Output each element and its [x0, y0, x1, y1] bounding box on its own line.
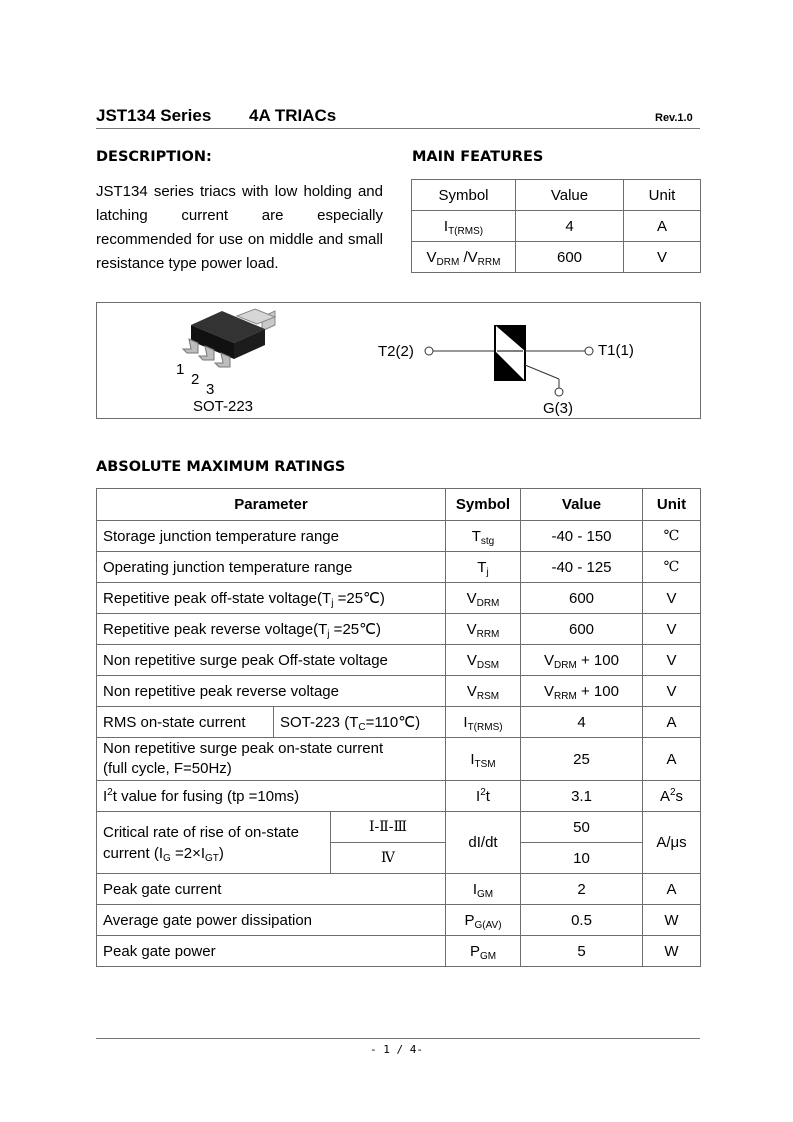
footer-divider: [96, 1038, 700, 1039]
parameter-cell: Storage junction temperature range: [97, 521, 446, 552]
t2-terminal: [425, 347, 433, 355]
value-cell: -40 - 150: [521, 521, 643, 552]
features-heading: MAIN FEATURES: [412, 149, 544, 165]
symbol-cell: $P_{GM}$: [446, 936, 521, 967]
table-row: [97, 936, 701, 967]
symbol-cell: $I^2t$: [446, 781, 521, 812]
unit-cell: A: [624, 211, 701, 242]
parameter-cell: Peak gate power: [97, 936, 446, 967]
unit-cell: $A^2s$: [643, 781, 701, 812]
unit-cell: V: [643, 614, 701, 645]
value-cell: $V_{RRM} + 100$: [521, 676, 643, 707]
column-header: Parameter: [97, 489, 446, 521]
table-row: [97, 812, 701, 843]
pin-label-2: 2: [191, 371, 200, 388]
unit-cell: V: [643, 676, 701, 707]
gate-wire-diagonal: [525, 365, 559, 379]
value-cell: 600: [521, 614, 643, 645]
t1-label: T1(1): [598, 342, 634, 359]
parameter-cell: $I^2t$ value for fusing (tp =10ms): [97, 781, 446, 812]
table-row: [97, 521, 701, 552]
value-cell: 25: [521, 738, 643, 781]
unit-cell: A: [643, 738, 701, 781]
value-cell: 10: [521, 843, 643, 874]
parameter-cell: Operating junction temperature range: [97, 552, 446, 583]
table-row: [97, 489, 701, 521]
unit-cell: V: [643, 583, 701, 614]
table-row: [97, 583, 701, 614]
symbol-cell: $I_{T(RMS)}$: [446, 707, 521, 738]
parameter-cell: Average gate power dissipation: [97, 905, 446, 936]
doc-subtitle: 4A TRIACs: [249, 106, 337, 125]
value-cell: 4: [521, 707, 643, 738]
description-text: JST134 series triacs with low holding and latching current are especially recommended for use on middle and small resistance type power load.: [96, 183, 383, 272]
value-cell: 600: [521, 583, 643, 614]
value-cell: 600: [516, 242, 624, 273]
parameter-cell: Repetitive peak reverse $voltage(T_j$ =25℃): [97, 614, 446, 645]
value-cell: 50: [521, 812, 643, 843]
unit-cell: A/μs: [643, 812, 701, 874]
parameter-cell: Repetitive peak off-state $voltage(T_j$ =25℃): [97, 583, 446, 614]
unit-cell: V: [624, 242, 701, 273]
parameter-cell: Critical rate of rise of on-state current $(I_G =2\times I_{GT})$: [97, 812, 331, 874]
unit-cell: V: [643, 645, 701, 676]
table-row: [412, 242, 701, 273]
value-cell: 5: [521, 936, 643, 967]
doc-title: JST134 Series: [96, 106, 212, 125]
table-row: [412, 180, 701, 211]
column-header: Unit: [624, 180, 701, 211]
package-diagram-box: [96, 302, 701, 419]
value-cell: 2: [521, 874, 643, 905]
symbol-cell: $V_{DRM}$ $/V_{RRM}$: [412, 242, 516, 273]
table-row: [97, 781, 701, 812]
symbol-cell: $V_{DRM}$: [446, 583, 521, 614]
unit-cell: W: [643, 905, 701, 936]
triac-lower-triangle: [495, 351, 525, 381]
unit-cell: A: [643, 874, 701, 905]
value-cell: 3.1: [521, 781, 643, 812]
value-cell: $V_{DRM} + 100$: [521, 645, 643, 676]
ratings-table: [96, 488, 701, 967]
description-heading: DESCRIPTION:: [96, 149, 212, 165]
column-header: Value: [521, 489, 643, 521]
quadrant-cell: Ⅰ-Ⅱ-Ⅲ: [331, 812, 446, 843]
table-row: [97, 645, 701, 676]
table-row: [97, 552, 701, 583]
symbol-cell: $I_{TSM}$: [446, 738, 521, 781]
column-header: Unit: [643, 489, 701, 521]
t2-label: T2(2): [378, 343, 414, 360]
symbol-cell: $V_{RRM}$: [446, 614, 521, 645]
parameter-cell: Non repetitive surge peak on-state current (full cycle, F=50Hz): [97, 738, 446, 781]
column-header: Value: [516, 180, 624, 211]
quadrant-cell: Ⅳ: [331, 843, 446, 874]
symbol-cell: $V_{RSM}$: [446, 676, 521, 707]
symbol-cell: $I_{GM}$: [446, 874, 521, 905]
value-cell: -40 - 125: [521, 552, 643, 583]
gate-terminal: [555, 388, 563, 396]
ratings-heading: ABSOLUTE MAXIMUM RATINGS: [96, 459, 346, 475]
header-divider: [96, 128, 700, 129]
table-row: [97, 676, 701, 707]
symbol-cell: dI/dt: [446, 812, 521, 874]
table-row: [97, 614, 701, 645]
condition-cell: SOT-223 $(T_C=110℃)$: [274, 707, 446, 738]
features-table: [411, 179, 701, 273]
symbol-cell: $P_{G(AV)}$: [446, 905, 521, 936]
parameter-cell: RMS on-state current: [97, 707, 274, 738]
table-row: [97, 738, 701, 781]
table-row: [97, 905, 701, 936]
pin-label-1: 1: [176, 361, 185, 378]
value-cell: 0.5: [521, 905, 643, 936]
package-name: SOT-223: [193, 398, 254, 415]
unit-cell: ℃: [643, 552, 701, 583]
unit-cell: W: [643, 936, 701, 967]
table-row: [412, 211, 701, 242]
triac-upper-triangle: [495, 325, 525, 351]
column-header: Symbol: [412, 180, 516, 211]
unit-cell: A: [643, 707, 701, 738]
table-row: [97, 707, 701, 738]
value-cell: 4: [516, 211, 624, 242]
pin-label-3: 3: [206, 381, 215, 398]
gate-label: G(3): [543, 400, 573, 417]
parameter-cell: Peak gate current: [97, 874, 446, 905]
page-number: - 1 / 4-: [370, 1043, 423, 1056]
t1-terminal: [585, 347, 593, 355]
table-row: [97, 874, 701, 905]
parameter-cell: Non repetitive surge peak Off-state voltage: [97, 645, 446, 676]
package-drawing: [97, 303, 700, 418]
symbol-cell: $T_j$: [446, 552, 521, 583]
column-header: Symbol: [446, 489, 521, 521]
revision-label: Rev.1.0: [655, 112, 693, 124]
symbol-cell: $T_{stg}$: [446, 521, 521, 552]
parameter-cell: Non repetitive peak reverse voltage: [97, 676, 446, 707]
unit-cell: ℃: [643, 521, 701, 552]
symbol-cell: $V_{DSM}$: [446, 645, 521, 676]
symbol-cell: $I_{T(RMS)}$: [412, 211, 516, 242]
